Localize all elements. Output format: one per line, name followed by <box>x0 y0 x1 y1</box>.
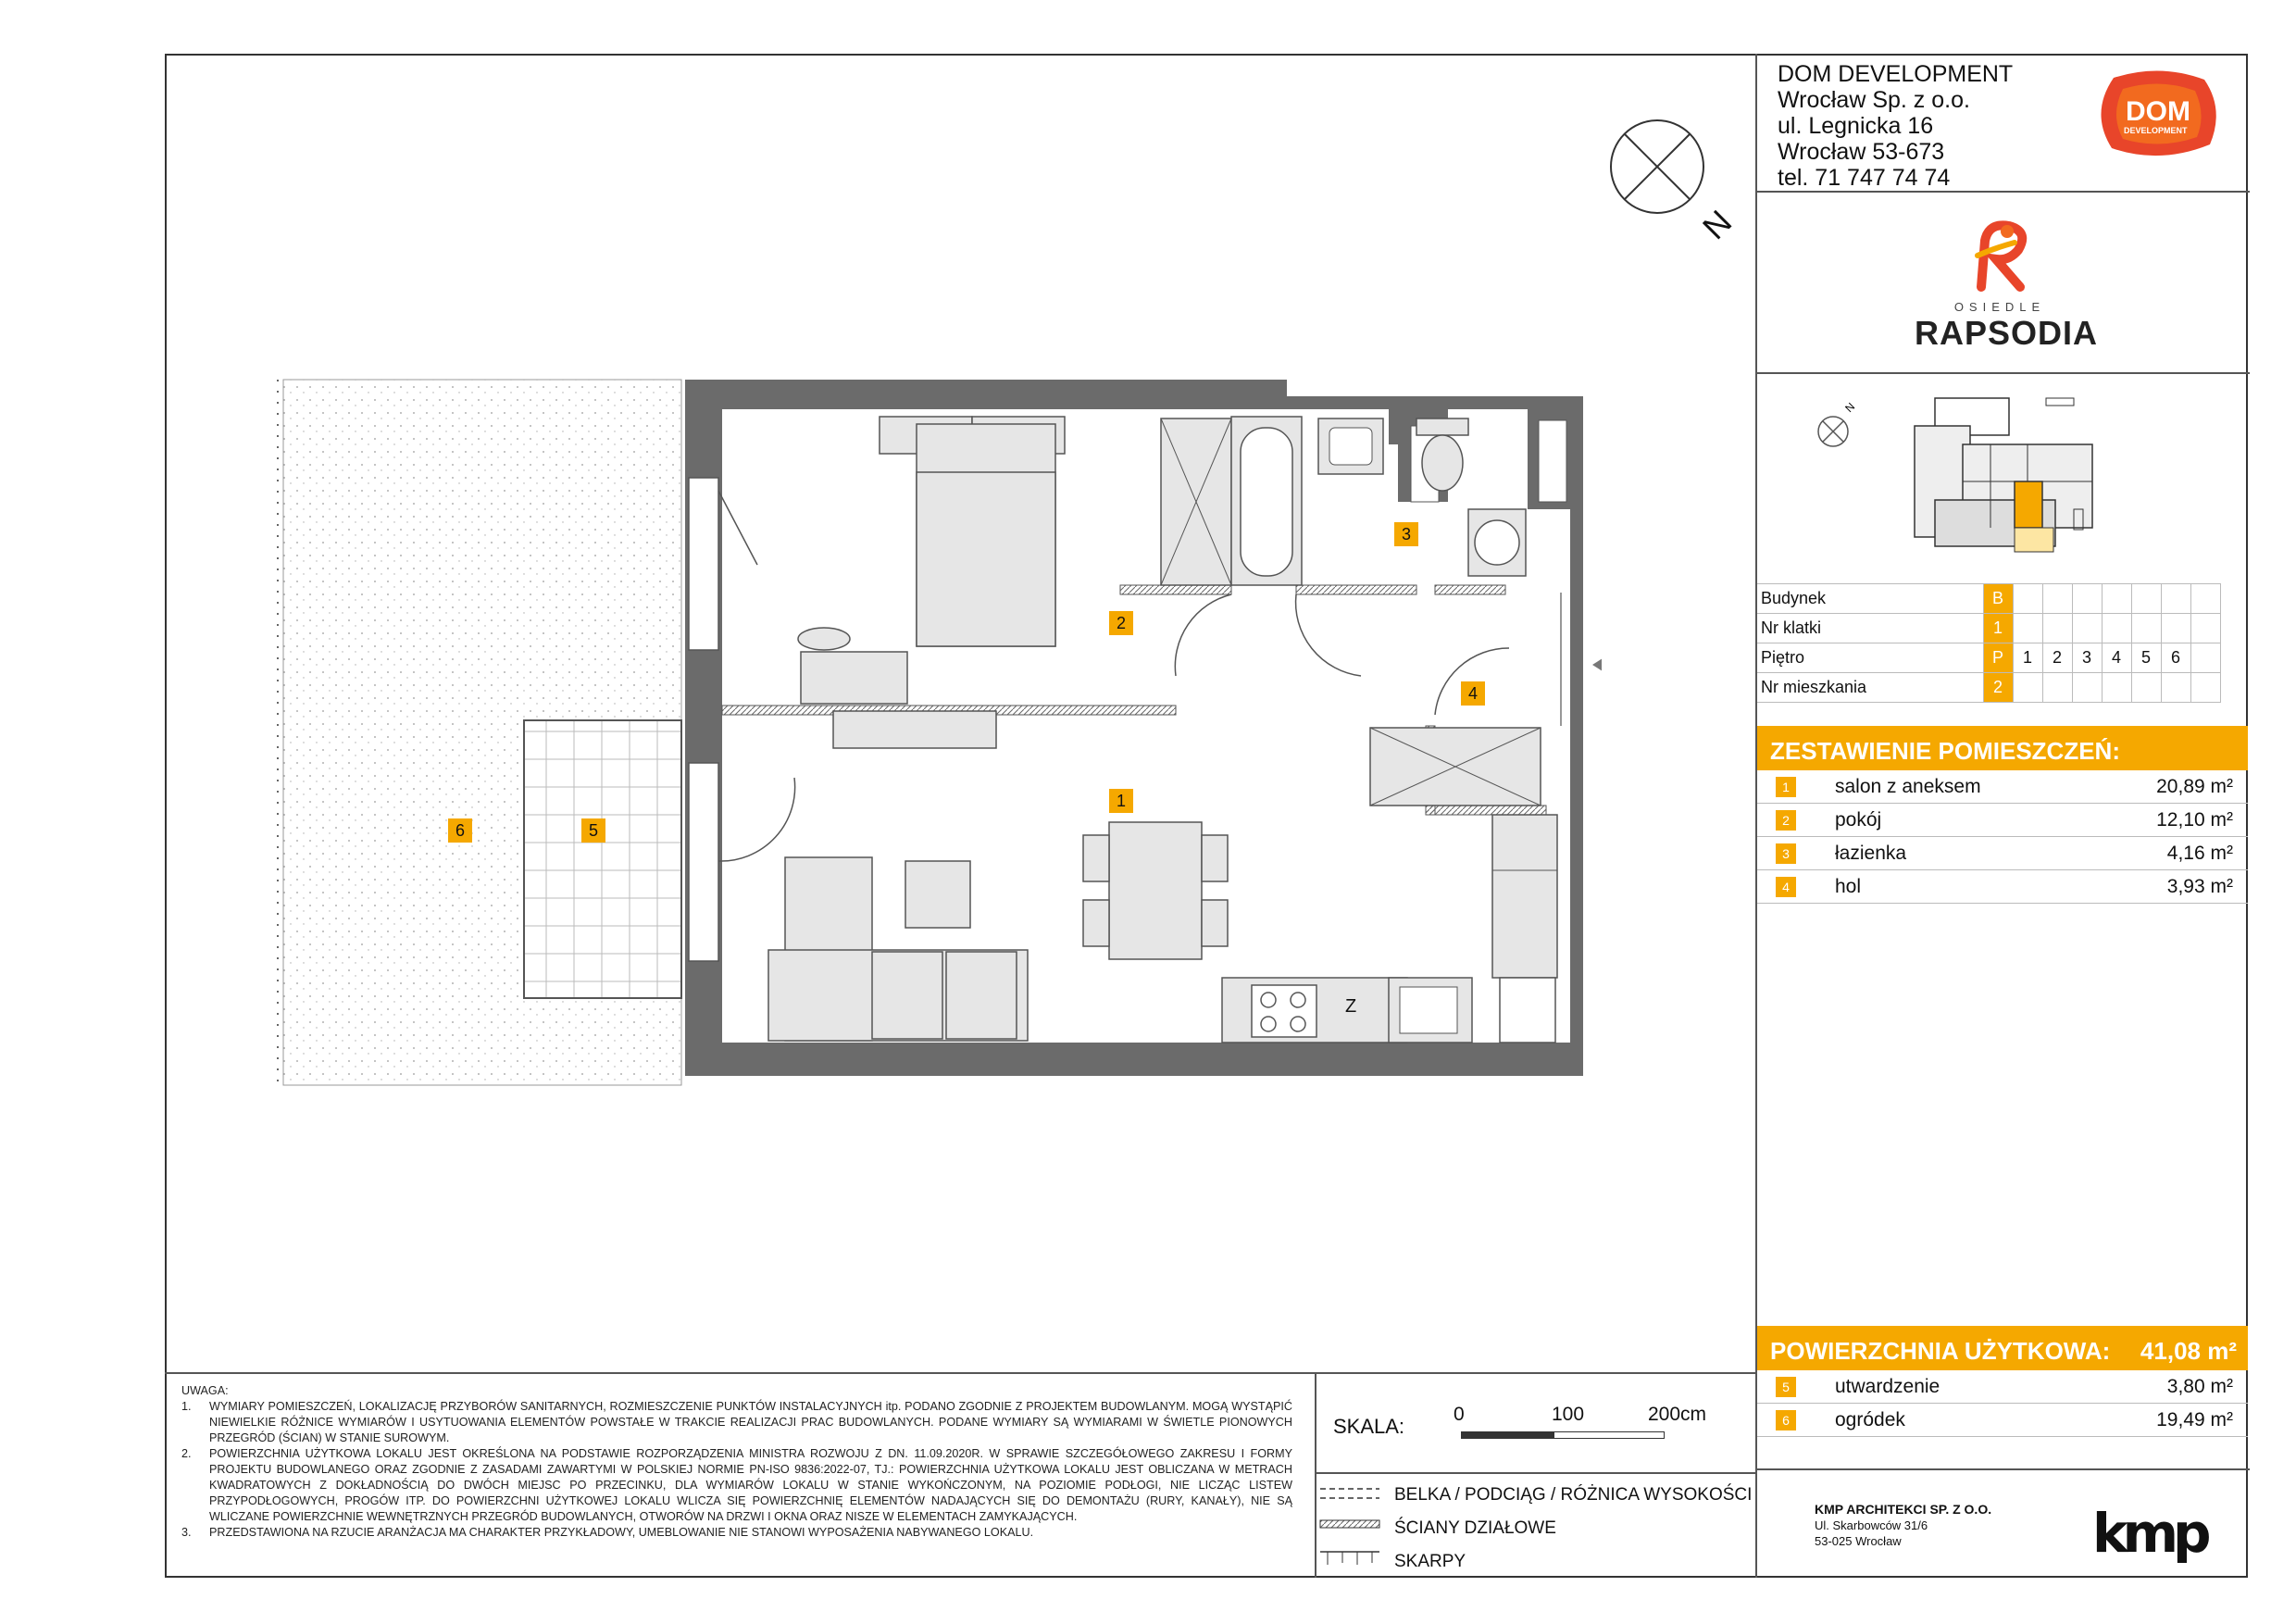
notes: UWAGA: 1. WYMIARY POMIESZCZEŃ, LOKALIZACJĘ PRZYBORÓW SANITARNYCH, ROZMIESZCZENIE PUNKTÓW INSTALACYJNYCH itp. PODANO ZGODNIE Z PROJEKTEM BUDOWLANYM. MOGĄ WYSTĄPIĆ NIEWIELKIE RÓŻNICE WYMIARÓW I USYTUOWANIA ELEMENTÓW POWSTAŁE W TRAKCIE REALIZACJI PRAC BUDOWLANYCH. PODANE WYMIARY SĄ WYMIARAMI W ŚWIETLE PIONOWYCH PRZEGRÓD (ŚCIAN) W STANIE SUROWYM. 2. POWIERZCHNIA UŻYTKOWA LOKALU JEST OKREŚLONA NA PODSTAWIE ROZPORZĄDZENIA MINISTRA ROZWOJU Z DN. 11.09.2020R. W SPRAWIE SZCZEGÓŁOWEGO ZAKRESU I FORMY PROJEKTU BUDOWLANEGO ORAZ ZGODNIE Z ZASADAMI ZAWARTYMI W POLSKIEJ NORMIE PN-ISO 9836:2022-07, TJ.: POWIERZCHNIA UŻYTKOWA LOKALU JEST OBLICZANA W METRACH KWADRATOWYCH Z DOKŁADNOŚCIĄ DO DWÓCH MIEJSC PO PRZECINKU, DLA WYMIARÓW LOKALU W STANIE WYKOŃCZONYM, NA POZIOMIE PODŁOGI, NIE LICZĄC LISTEW PRZYPODŁOGOWYCH, PROGÓW ITP. DO POWIERZCHNI UŻYTKOWEJ LOKALU WLICZA SIĘ POWIERZCHNIĘ ELEMENTÓW NADAJĄCYCH SIĘ DO DEMONTAŻU (RURY, KANAŁY), NIE SĄ WLICZANE POWIERZCHNIE WEWNĘTRZNYCH PRZEGRÓD BUDOWLANYCH, OTWORÓW NA DRZWI I OKNA ORAZ NISZE W ELEMENTACH ZAMYKAJĄCYCH. 3. PRZEDSTAWIONA NA RZUCIE ARANŻACJA MA CHARAKTER PRZYKŁADOWY, UMEBLOWANIE NIE STANOWI WYPOSAŻENIA NABYWANEGO LOKALU. <box>181 1384 1292 1539</box>
floor-5: 5 <box>2131 643 2161 673</box>
scale-tick-200: 200cm <box>1648 1404 1707 1425</box>
scale-tick-0: 0 <box>1454 1404 1465 1425</box>
kmp-logo: kmp <box>2092 1502 2206 1565</box>
room-area: 20,89 m² <box>2156 776 2233 797</box>
architect-name: KMP ARCHITEKCI SP. Z O.O. <box>1815 1502 1992 1517</box>
plan-tag-5: 5 <box>581 818 605 843</box>
usable-area-label: POWIERZCHNIA UŻYTKOWA: <box>1770 1337 2111 1365</box>
plan-tag-3: 3 <box>1394 522 1418 546</box>
rapsodia-sub: OSIEDLE <box>1953 300 2046 314</box>
floor-4: 4 <box>2102 643 2131 673</box>
architect-city: 53-025 Wrocław <box>1815 1534 1902 1548</box>
rapsodia-title: RAPSODIA <box>1915 314 2099 352</box>
extra-area: 3,80 m² <box>2166 1376 2233 1397</box>
note-text: WYMIARY POMIESZCZEŃ, LOKALIZACJĘ PRZYBORÓW SANITARNYCH, ROZMIESZCZENIE PUNKTÓW INSTALACYJNYCH itp. PODANO ZGODNIE Z PROJEKTEM BUDOWLANYM. MOGĄ WYSTĄPIĆ NIEWIELKIE RÓŻNICE WYMIARÓW I USYTUOWANIA ELEMENTÓW POWSTAŁE W TRAKCIE REALIZACJI PRAC BUDOWLANYCH. PODANE WYMIARY SĄ WYMIARAMI W ŚWIETLE PIONOWYCH PRZEGRÓD (ŚCIAN) W STANIE SUROWYM. <box>209 1400 1292 1444</box>
note-text: PRZEDSTAWIONA NA RZUCIE ARANŻACJA MA CHARAKTER PRZYKŁADOWY, UMEBLOWANIE NIE STANOWI WYPOSAŻENIA NABYWANEGO LOKALU. <box>209 1526 1034 1539</box>
legend-beam: BELKA / PODCIĄG / RÓŻNICA WYSOKOŚCI <box>1394 1485 1753 1505</box>
terrace-area <box>524 720 681 998</box>
floor-label: Piętro <box>1757 643 1983 673</box>
apartment-label: Nr mieszkania <box>1757 673 1983 703</box>
key-plan <box>1805 389 2148 574</box>
plan-tag-1: 1 <box>1109 789 1133 813</box>
stair-value: 1 <box>1983 614 2013 643</box>
apartment-info-table <box>1757 583 2221 703</box>
dom-logo-sub: DEVELOPMENT <box>2124 126 2188 135</box>
building-value: B <box>1983 584 2013 614</box>
scale-bar <box>1461 1431 1554 1439</box>
extra-name: ogródek <box>1835 1409 1905 1430</box>
room-row: 4 hol 3,93 m² <box>1757 870 2248 904</box>
floor-1: 1 <box>2013 643 2042 673</box>
rapsodia-r-logo <box>1953 213 2046 296</box>
architect-info <box>1815 1502 1991 1549</box>
extra-name: utwardzenie <box>1835 1376 1940 1397</box>
usable-area-value: 41,08 m² <box>2140 1337 2237 1365</box>
legend-symbols <box>1318 1480 1383 1572</box>
extra-area: 19,49 m² <box>2156 1409 2233 1430</box>
usable-area-bar <box>1757 1326 2248 1370</box>
building-label: Budynek <box>1757 584 1983 614</box>
svg-text:N: N <box>1842 400 1858 416</box>
floor-p: P <box>1983 643 2013 673</box>
plan-tag-4: 4 <box>1461 681 1485 706</box>
extra-row: 5 utwardzenie 3,80 m² <box>1757 1370 2248 1404</box>
extra-row: 6 ogródek 19,49 m² <box>1757 1404 2248 1437</box>
developer-street: ul. Legnicka 16 <box>1778 113 1934 139</box>
room-area: 12,10 m² <box>2156 809 2233 831</box>
kitchen-fridge-label: Z <box>1345 996 1357 1017</box>
floor-3: 3 <box>2072 643 2102 673</box>
stair-label: Nr klatki <box>1757 614 1983 643</box>
compass-label: N <box>1694 202 1740 247</box>
plan-tag-6: 6 <box>448 818 472 843</box>
developer-city: Wrocław 53-673 <box>1778 139 1945 165</box>
note-text: POWIERZCHNIA UŻYTKOWA LOKALU JEST OKREŚLONA NA PODSTAWIE ROZPORZĄDZENIA MINISTRA ROZWOJU Z DN. 11.09.2020R. W SPRAWIE SZCZEGÓŁOWEGO ZAKRESU I FORMY PROJEKTU BUDOWLANEGO ORAZ ZGODNIE Z ZASADAMI ZAWARTYMI W POLSKIEJ NORMIE PN-ISO 9836:2022-07, TJ.: POWIERZCHNIA UŻYTKOWA LOKALU JEST OBLICZANA W METRACH KWADRATOWYCH Z DOKŁADNOŚCIĄ DO DWÓCH MIEJSC PO PRZECINKU, DLA WYMIARÓW LOKALU W STANIE WYKOŃCZONYM, NA POZIOMIE PODŁOGI, NIE LICZĄC LISTEW PRZYPODŁOGOWYCH, PROGÓW ITP. DO POWIERZCHNI UŻYTKOWEJ LOKALU WLICZA SIĘ POWIERZCHNIĘ ELEMENTÓW NADAJĄCYCH SIĘ DO DEMONTAŻU (RURY, KANAŁY), NIE SĄ WLICZANE POWIERZCHNIE WEWNĘTRZNYCH PRZEGRÓD BUDOWLANYCH, OTWORÓW NA DRZWI I OKNA ORAZ NISZE W ELEMENTACH ZAMYKAJĄCYCH. <box>209 1447 1292 1523</box>
room-area: 4,16 m² <box>2166 843 2233 864</box>
room-name: salon z aneksem <box>1835 776 1981 797</box>
floor-2: 2 <box>2042 643 2072 673</box>
scale-tick-100: 100 <box>1552 1404 1585 1425</box>
plan-tag-2: 2 <box>1109 611 1133 635</box>
room-name: pokój <box>1835 809 1882 831</box>
rooms-title: ZESTAWIENIE POMIESZCZEŃ: <box>1757 726 2248 770</box>
room-name: łazienka <box>1835 843 1907 864</box>
developer-name: DOM DEVELOPMENT <box>1778 61 2014 87</box>
architect-street: Ul. Skarbowców 31/6 <box>1815 1518 1928 1532</box>
legend-slopes: SKARPY <box>1394 1552 1466 1571</box>
apartment-value: 2 <box>1983 673 2013 703</box>
room-row: 2 pokój 12,10 m² <box>1757 804 2248 837</box>
developer-phone: tel. 71 747 74 74 <box>1778 165 1951 191</box>
notes-title: UWAGA: <box>181 1384 229 1397</box>
room-row: 3 łazienka 4,16 m² <box>1757 837 2248 870</box>
developer-address <box>1778 61 2013 191</box>
floor-6: 6 <box>2161 643 2190 673</box>
floor-plan <box>268 370 1602 1111</box>
room-name: hol <box>1835 876 1862 897</box>
legend-partition-walls: ŚCIANY DZIAŁOWE <box>1394 1518 1556 1538</box>
developer-company: Wrocław Sp. z o.o. <box>1778 87 1970 113</box>
room-row: 1 salon z aneksem 20,89 m² <box>1757 770 2248 804</box>
scale-label: SKALA: <box>1333 1415 1405 1438</box>
dom-logo-text: DOM <box>2126 96 2190 127</box>
room-area: 3,93 m² <box>2166 876 2233 897</box>
